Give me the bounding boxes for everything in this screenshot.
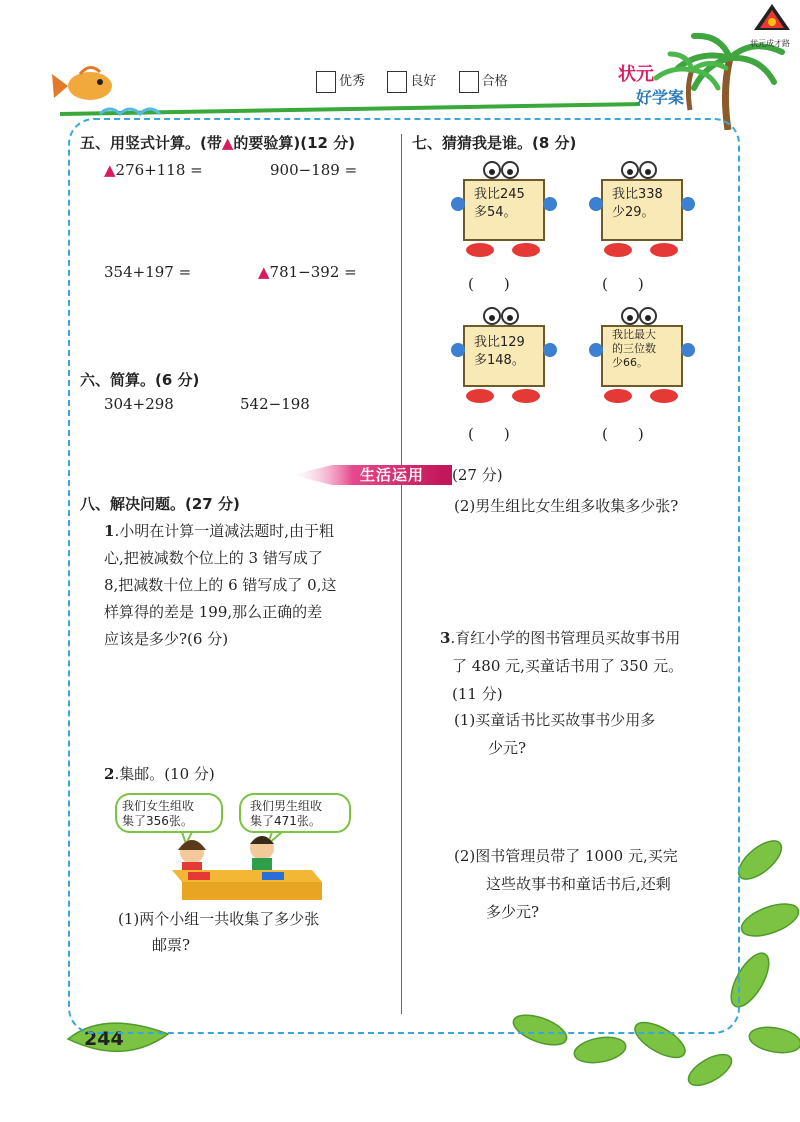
section7-title: 七、猜猜我是谁。(8 分) [412,134,577,152]
section5-title-start: 五、用竖式计算。(带 [80,134,222,152]
speech-bubble-girls [122,799,194,829]
bubble-line: 集了471张。 [250,814,321,828]
brand-logo-icon [754,4,790,30]
card-line: 我比245 [474,187,525,202]
card-line: 少29。 [612,205,655,220]
card-4-text [612,328,656,370]
triangle-mark-icon: ▲ [104,161,116,179]
banner-score: (27 分) [452,466,503,484]
question-line: 多少元? [486,903,540,921]
triangle-mark-icon: ▲ [221,134,234,152]
card-2-text [612,186,663,222]
page-number: 244 [84,1028,124,1050]
section5-problem-2: 900−189 = [270,161,358,179]
rating-options [316,70,508,93]
bubble-line: 集了356张。 [122,814,193,828]
card-3-text [474,334,525,370]
fish-illustration-icon [52,67,112,100]
rating-good-checkbox[interactable] [387,71,407,93]
answer-blank-2[interactable]: ( ) [602,275,644,293]
banner-label: 生活运用 [360,466,425,484]
brand-subtitle: 好学案 [636,88,685,107]
section6-title: 六、简算。(6 分) [80,371,200,389]
question-line: (1)两个小组一共收集了多少张 [118,910,320,928]
section5-problem-1 [104,158,203,182]
rating-pass-label: 合格 [481,74,508,89]
card-1-text [474,186,525,222]
question-number: 2 [104,765,115,783]
section5-title [80,131,355,155]
rating-good-label: 良好 [410,74,437,89]
card-line: 我比129 [474,335,525,350]
logo-caption: 状元成才路 [750,39,790,48]
question-line: 集邮。(10 分) [119,765,215,783]
header-decoration [0,0,800,130]
question-1: 1.小明在计算一道减法题时,由于粗 心,把被减数个位上的 3 错写成了 8,把减数十位上的 6 错写成了 0,这 样算得的差是 199,那么正确的差 应该是多少?(6 分) [104,518,336,653]
question-2-part-2: (2)男生组比女生组多收集多少张? [454,497,679,515]
question-number: 1 [104,522,115,540]
column-divider [401,134,402,1014]
question-line: 8,把减数十位上的 6 错写成了 0,这 [104,576,337,594]
question-line: 样算得的差是 199,那么正确的差 [104,603,323,621]
question-line: (11 分) [452,685,503,703]
answer-blank-4[interactable]: ( ) [602,425,644,443]
section5-title-end: 的要验算)(12 分) [233,134,356,152]
bubble-line: 我们女生组收 [122,799,195,813]
card-line: 多148。 [474,353,525,368]
rating-excellent-checkbox[interactable] [316,71,336,93]
problem-text: 276+118 = [115,161,203,179]
question-line: 这些故事书和童话书后,还剩 [486,875,671,893]
card-line: 多54。 [474,205,517,220]
question-line: 育红小学的图书管理员买故事书用 [455,629,681,647]
section5-problem-4 [258,260,357,284]
question-line: 少元? [488,739,527,757]
question-line: 心,把被减数个位上的 3 错写成了 [104,549,323,567]
rating-pass-checkbox[interactable] [459,71,479,93]
question-line: (2)图书管理员带了 1000 元,买完 [454,847,678,865]
bubble-line: 我们男生组收 [250,799,323,813]
card-line: 我比338 [612,187,663,202]
question-line: 小明在计算一道减法题时,由于粗 [119,522,334,540]
question-3-part-2 [454,842,678,926]
problem-text: 781−392 = [269,263,357,281]
brand-title: 状元 [618,64,654,85]
speech-bubble-boys [250,799,322,829]
card-line: 的三位数 [612,342,656,355]
answer-blank-1[interactable]: ( ) [468,275,510,293]
section6-problem-1: 304+298 [104,395,174,413]
palm-tree-icon [656,36,782,130]
card-line: 少66。 [612,356,648,369]
triangle-mark-icon: ▲ [258,263,270,281]
question-line: 了 480 元,买童话书用了 350 元。 [452,657,684,675]
question-3: 3.育红小学的图书管理员买故事书用 了 480 元,买童话书用了 350 元。 (11 分) [440,624,683,708]
question-line: 邮票? [152,936,191,954]
question-number: 3 [440,629,451,647]
question-2-title: 2.集邮。(10 分) [104,765,215,783]
rating-excellent-label: 优秀 [339,74,366,89]
card-line: 我比最大 [612,328,656,341]
question-3-part-1 [454,706,655,762]
question-line: (1)买童话书比买故事书少用多 [454,711,656,729]
question-2-part-1 [118,906,319,958]
section6-problem-2: 542−198 [240,395,310,413]
answer-blank-3[interactable]: ( ) [468,425,510,443]
section5-problem-3: 354+197 = [104,263,192,281]
section8-title: 八、解决问题。(27 分) [80,495,240,513]
question-line: 应该是多少?(6 分) [104,630,229,648]
